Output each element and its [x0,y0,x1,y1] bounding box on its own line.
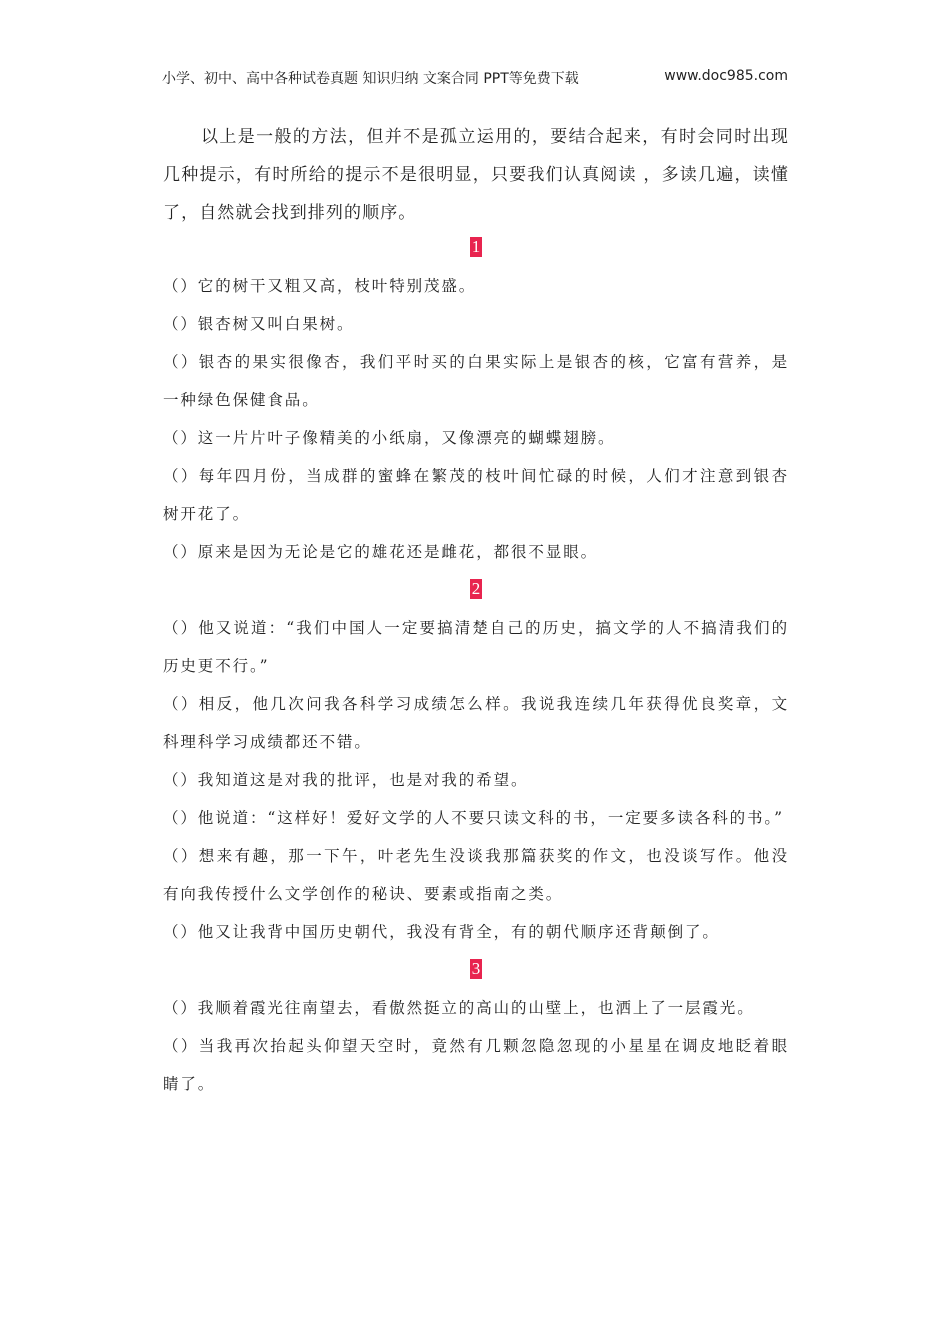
exercise-sentence: （）当我再次抬起头仰望天空时，竟然有几颗忽隐忽现的小星星在调皮地眨着眼睛了。 [163,1037,789,1093]
section-number: 3 [471,959,481,978]
exercise-sentence: （）这一片片叶子像精美的小纸扇，又像漂亮的蝴蝶翅膀。 [163,429,616,447]
section-marker [163,951,789,989]
exercise-sentence: （）银杏树又叫白果树。 [163,315,355,333]
exercise-sentence: （）它的树干又粗又高，枝叶特别茂盛。 [163,277,477,295]
exercise-sentence: （）相反，他几次问我各科学习成绩怎么样。我说我连续几年获得优良奖章，文科理科学习成绩都还不错。 [163,695,789,751]
intro-paragraph: 以上是一般的方法，但并不是孤立运用的，要结合起来，有时会同时出现几种提示，有时所给的提示不是很明显，只要我们认真阅读 ，多读几遍，读懂了，自然就会找到排列的顺序。 [163,127,789,223]
exercise-sentence: （）他又让我背中国历史朝代，我没有背全，有的朝代顺序还背颠倒了。 [163,923,720,941]
header-website: www.doc985.com [664,68,788,84]
exercise-sentence: （）原来是因为无论是它的雄花还是雌花，都很不显眼。 [163,543,599,561]
section-number: 1 [471,237,481,256]
header-slogan: 小学、初中、高中各种试卷真题 知识归纳 文案合同 PPT等免费下载 [162,71,579,87]
page-header [162,68,792,90]
section-marker [163,571,789,609]
exercise-sentence: （）他说道：“这样好！爱好文学的人不要只读文科的书，一定要多读各科的书。” [163,809,784,827]
section-number: 2 [471,579,481,598]
exercise-sentence: （）银杏的果实很像杏，我们平时买的白果实际上是银杏的核，它富有营养，是一种绿色保健食品。 [163,353,789,409]
exercise-sentence: （）我顺着霞光往南望去，看傲然挺立的高山的山壁上，也洒上了一层霞光。 [163,999,755,1017]
exercise-sentence: （）想来有趣，那一下午，叶老先生没谈我那篇获奖的作文，也没谈写作。他没有向我传授什么文学创作的秘诀、要素或指南之类。 [163,847,789,903]
exercise-content [163,229,789,1103]
exercise-sentence: （）每年四月份，当成群的蜜蜂在繁茂的枝叶间忙碌的时候，人们才注意到银杏树开花了。 [163,467,789,523]
section-marker [163,229,789,267]
exercise-sentence: （）我知道这是对我的批评，也是对我的希望。 [163,771,529,789]
exercise-sentence: （）他又说道：“我们中国人一定要搞清楚自己的历史，搞文学的人不搞清我们的历史更不行。” [163,619,789,675]
